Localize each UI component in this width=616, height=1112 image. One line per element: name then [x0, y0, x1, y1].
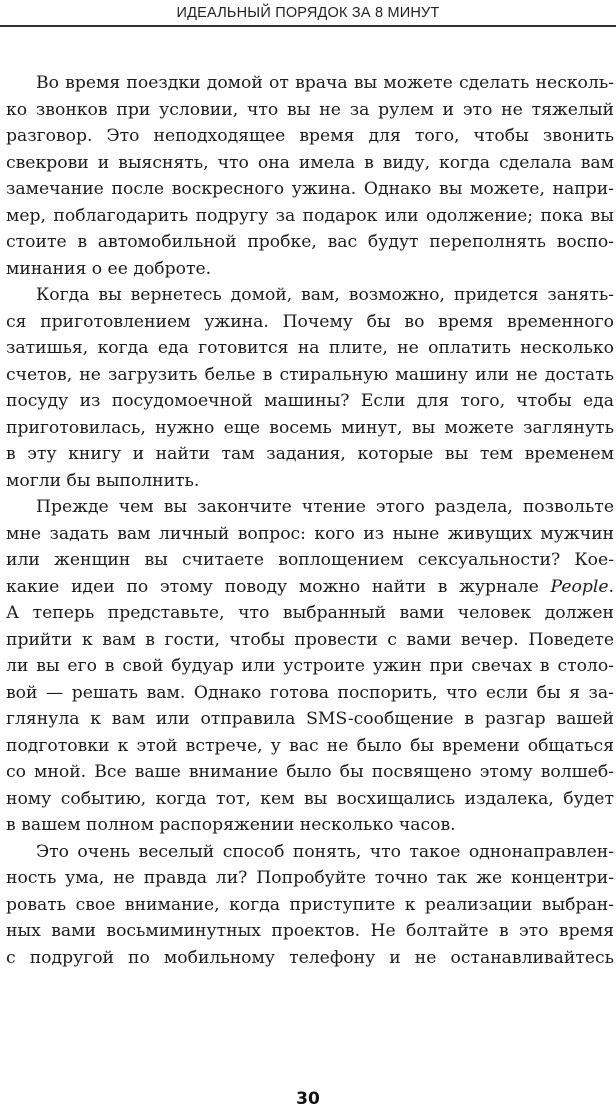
text-line: с подругой по мобильному телефону и не останавливайтесь — [6, 947, 614, 968]
text-line — [6, 574, 614, 601]
text-line: затишья, когда еда готовится на плите, не оплатить несколько — [6, 338, 614, 358]
text-segment: какие идеи по этому поводу можно найти в журнале — [6, 576, 551, 597]
text-line: мер, поблагодарить подругу за подарок или одолжение; пока вы — [6, 205, 614, 226]
page-body — [6, 70, 614, 971]
text-line: в вашем полном распоряжении несколько часов. — [6, 815, 456, 835]
text-line: ко звонков при условии, что вы не за рулем и это не тяжелый — [6, 99, 614, 120]
page-number: 30 — [296, 1089, 320, 1109]
text-line: Прежде чем вы закончите чтение этого раздела, позвольте — [36, 497, 614, 517]
text-line: подготовки к этой встрече, у вас не было бы времени общаться — [6, 735, 614, 756]
text-line: Когда вы вернетесь домой, вам, возможно, придется занять- — [36, 285, 614, 305]
text-line: замечание после воскресного ужина. Однако вы можете, напри- — [6, 179, 614, 199]
text-line: ных вами восьмиминутных проектов. Не болтайте в это время — [6, 921, 614, 941]
text-line: приготовилась, нужно еще восемь минут, вы можете заглянуть — [6, 417, 614, 438]
text-line: в эту книгу и найти там задания, которые вы тем временем — [6, 444, 614, 464]
text-line: стоите в автомобильной пробке, вас будут переполнять воспо- — [6, 232, 614, 252]
magazine-title: People — [550, 576, 609, 597]
text-line: Во время поездки домой от врача вы можете сделать несколь- — [36, 73, 614, 93]
text-line: ли вы его в свой будуар или устроите ужин при свечах в столо- — [6, 656, 614, 676]
text-line: мне задать вам личный вопрос: кого из ныне живущих мужчин — [6, 523, 614, 544]
text-line: ность ума, не правда ли? Попробуйте точно так же концентри- — [6, 868, 614, 888]
text-line: со мной. Все ваше внимание было бы посвящено этому волшеб- — [6, 762, 614, 782]
text-line: Это очень веселый способ понять, что такое однонаправлен- — [36, 841, 614, 862]
text-line: глянула к вам или отправила SMS-сообщение в разгар вашей — [6, 709, 614, 729]
header-rule — [0, 25, 616, 27]
text-line: вой — решать вам. Однако готова поспорить, что если бы я за- — [6, 682, 614, 703]
text-line: ному событию, когда тот, кем вы восхищались издалека, будет — [6, 788, 614, 809]
text-line: ся приготовлением ужина. Почему бы во время временного — [6, 311, 614, 332]
text-line: или женщин вы считаете воплощением сексуальности? Кое- — [6, 550, 614, 570]
text-line: счетов, не загрузить белье в стиральную машину или не достать — [6, 364, 614, 385]
text-segment: . — [608, 576, 614, 597]
text-line: А теперь представьте, что выбранный вами человек должен — [6, 603, 614, 623]
text-line: разговор. Это неподходящее время для того, чтобы звонить — [6, 126, 614, 146]
text-line: прийти к вам в гости, чтобы провести с вами вечер. Поведете — [6, 629, 614, 650]
text-line: свекрови и выяснять, что она имела в виду, когда сделала вам — [6, 152, 614, 173]
text-line: могли бы выполнить. — [6, 470, 200, 491]
text-line: ровать свое внимание, когда приступите к реализации выбран- — [6, 894, 614, 915]
text-line: посуду из посудомоечной машины? Если для того, чтобы еда — [6, 391, 614, 411]
running-title: ИДЕАЛЬНЫЙ ПОРЯДОК ЗА 8 МИНУТ — [176, 5, 440, 21]
text-line: минания о ее доброте. — [6, 258, 212, 279]
